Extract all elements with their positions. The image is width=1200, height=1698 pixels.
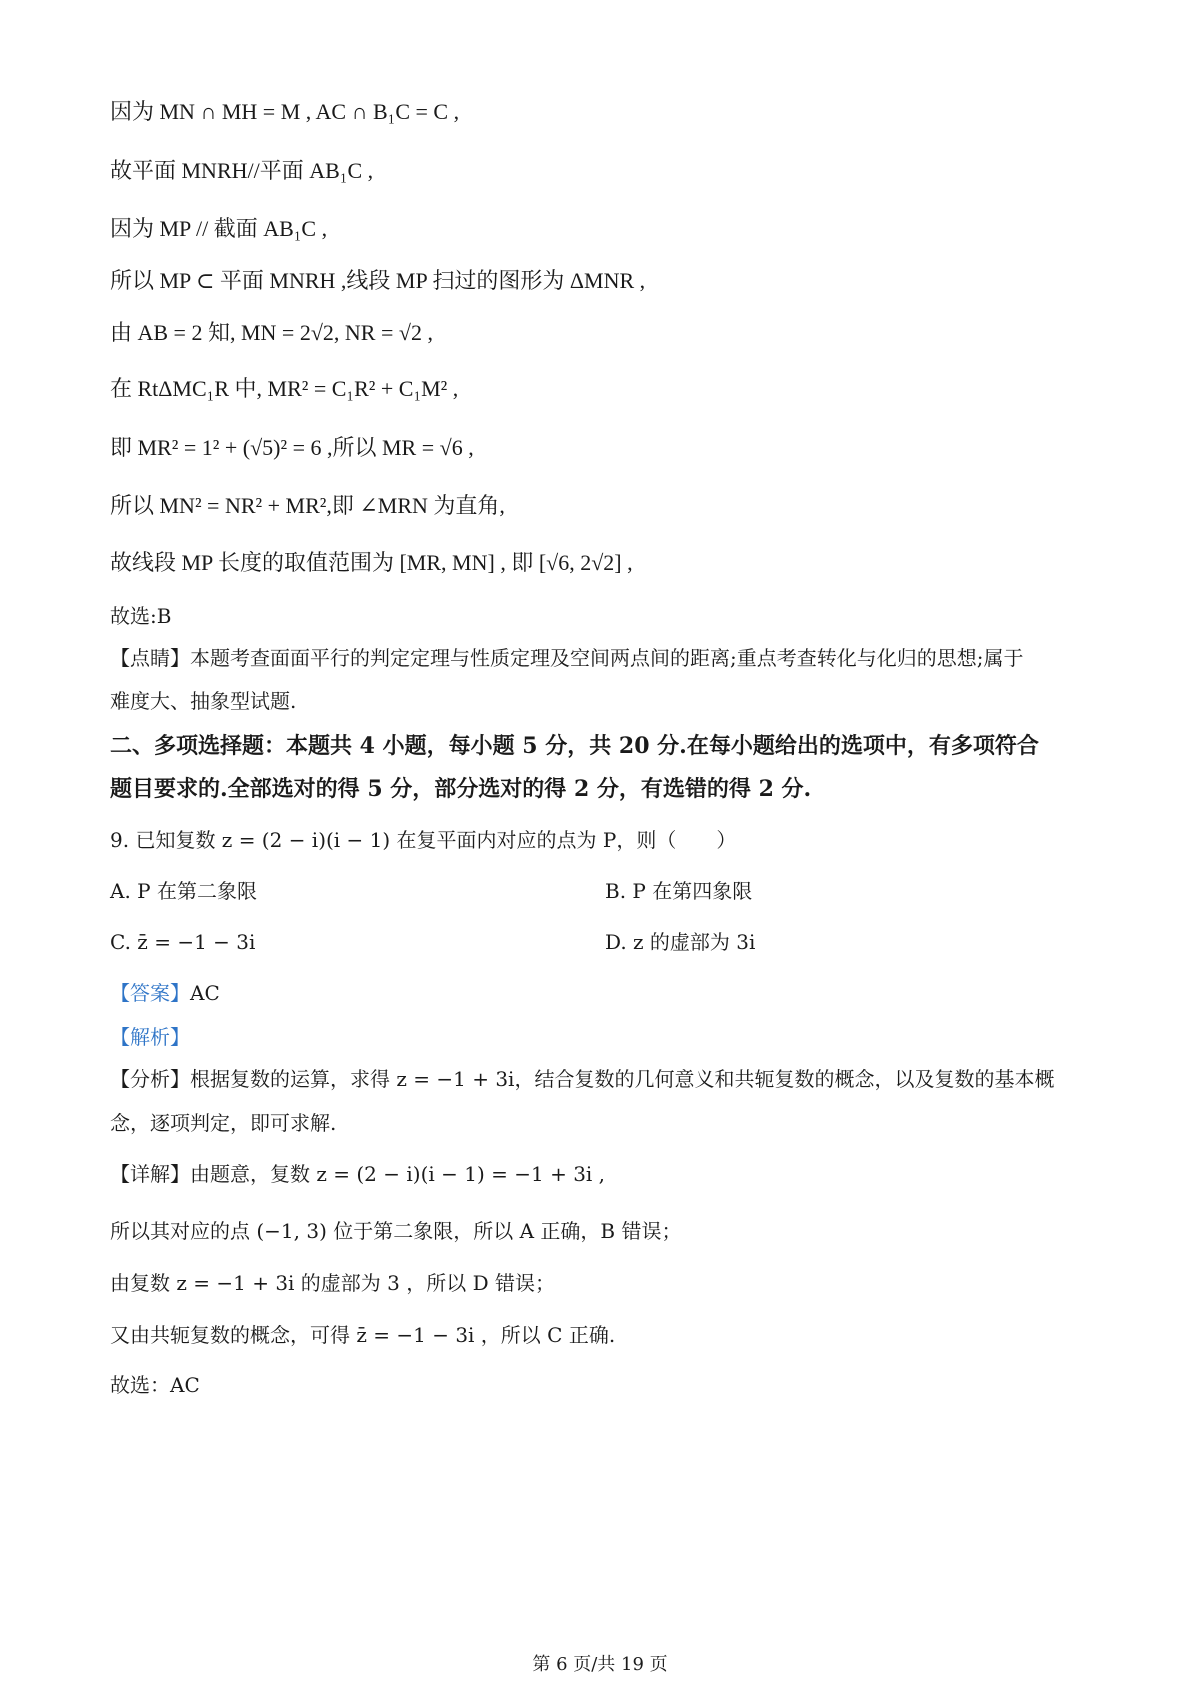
text-line: 因为 MP // 截面 AB₁C ,	[110, 216, 328, 241]
text-line: 即 MR² = 1² + (√5)² = 6 ,所以 MR = √6 ,	[110, 435, 474, 460]
page-footer: 第 6 页/共 19 页	[532, 1654, 668, 1675]
text-line: 【分析】根据复数的运算，求得 z = −1 + 3i，结合复数的几何意义和共轭复数的概念，以及复数的基本概	[110, 1067, 1055, 1091]
text-line: 念，逐项判定，即可求解.	[110, 1111, 337, 1135]
analysis-label: 【解析】	[110, 1025, 190, 1049]
text-line: 由复数 z = −1 + 3i 的虚部为 3 ，所以 D 错误；	[110, 1271, 555, 1295]
text-line: 【详解】由题意，复数 z = (2 − i)(i − 1) = −1 + 3i ,	[110, 1162, 606, 1186]
option-c: C. z̄ = −1 − 3i	[110, 930, 256, 954]
option-row	[110, 927, 1090, 957]
option-a: A. P 在第二象限	[110, 879, 257, 903]
question-stem: 9. 已知复数 z = (2 − i)(i − 1) 在复平面内对应的点为 P，则（ ）	[110, 828, 737, 852]
section-heading: 二、多项选择题：本题共 4 小题，每小题 5 分，共 20 分.在每小题给出的选项中，有多项符合	[110, 733, 1039, 759]
section-heading: 题目要求的.全部选对的得 5 分，部分选对的得 2 分，有选错的得 2 分.	[110, 776, 812, 802]
text-line: 故选：AC	[110, 1373, 200, 1397]
text-line: 故选:B	[110, 604, 172, 628]
text-line: 所以 MN² = NR² + MR²,即 ∠MRN 为直角,	[110, 493, 505, 518]
text-line: 难度大、抽象型试题.	[110, 689, 297, 713]
option-row	[110, 876, 1090, 906]
option-d: D. z 的虚部为 3i	[605, 930, 756, 954]
text-line: 由 AB = 2 知, MN = 2√2, NR = √2 ,	[110, 320, 433, 345]
text-line: 【点睛】本题考查面面平行的判定定理与性质定理及空间两点间的距离;重点考查转化与化归的思想;属于	[110, 646, 1024, 670]
text-line: 故线段 MP 长度的取值范围为 [MR, MN] , 即 [√6, 2√2] ,	[110, 550, 633, 575]
text-line: 在 RtΔMC₁R 中, MR² = C₁R² + C₁M² ,	[110, 376, 459, 401]
answer-value: AC	[190, 981, 220, 1005]
text-line: 故平面 MNRH//平面 AB₁C ,	[110, 158, 374, 183]
answer-line	[110, 978, 1090, 1008]
text-line: 因为 MN ∩ MH = M , AC ∩ B₁C = C ,	[110, 99, 460, 124]
text-line: 所以其对应的点 (−1, 3) 位于第二象限，所以 A 正确，B 错误；	[110, 1219, 682, 1243]
text-line: 又由共轭复数的概念，可得 z̄ = −1 − 3i ，所以 C 正确.	[110, 1323, 616, 1347]
answer-label: 【答案】	[110, 981, 190, 1005]
option-b: B. P 在第四象限	[605, 879, 753, 903]
text-line: 所以 MP ⊂ 平面 MNRH ,线段 MP 扫过的图形为 ΔMNR ,	[110, 268, 646, 293]
